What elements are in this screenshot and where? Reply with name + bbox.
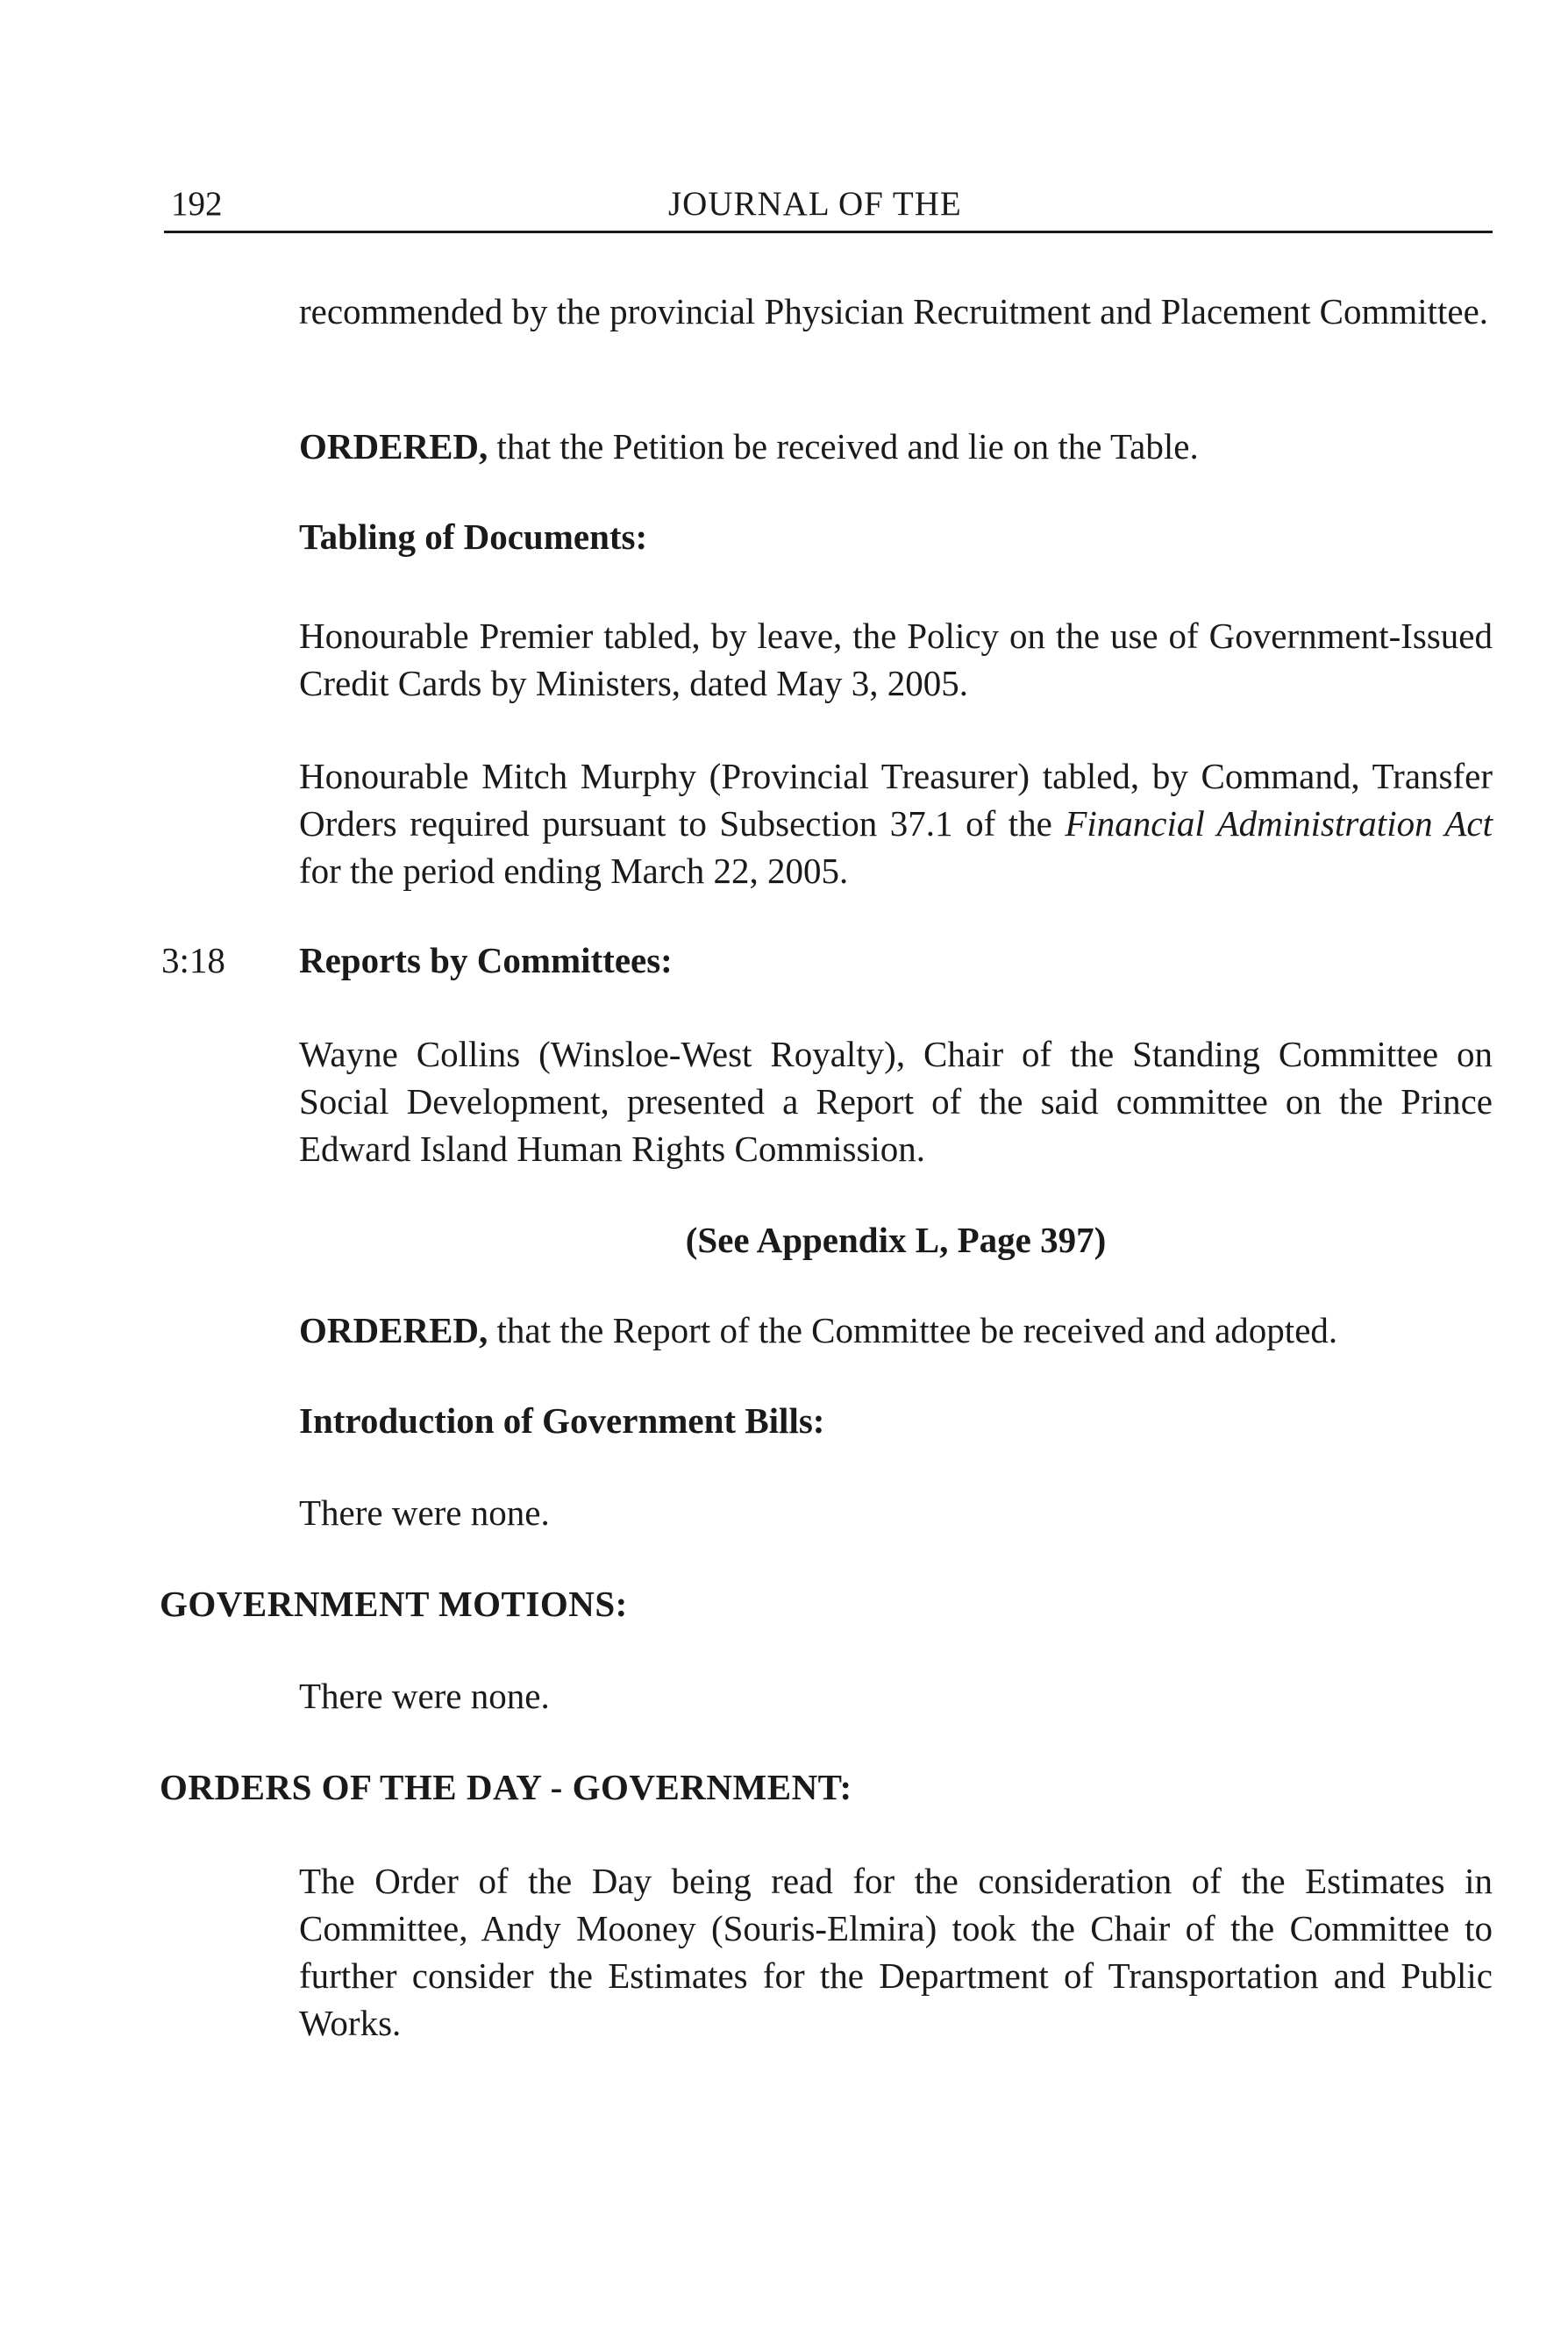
heading-government-motions: GOVERNMENT MOTIONS: [160, 1584, 628, 1624]
paragraph-premier-tabled: Honourable Premier tabled, by leave, the Policy on the use of Government-Issued Credit Cards by Ministers, dated May 3, 2005. [299, 616, 1493, 703]
running-head: JOURNAL OF THE [668, 185, 962, 223]
ordered-report [299, 1307, 1493, 1354]
heading-reports-committees: Reports by Committees: [299, 940, 673, 980]
appendix-reference: (See Appendix L, Page 397) [685, 1220, 1107, 1260]
paragraph-murphy-tabled [299, 752, 1493, 894]
ordered-label: ORDERED, [299, 426, 488, 466]
paragraph-collins-report: Wayne Collins (Winsloe-West Royalty), Chair of the Standing Committee on Social Development, presented a Report of the said committee on the Prince Edward Island Human Rights Commission. [299, 1034, 1493, 1169]
heading-orders-of-the-day: ORDERS OF THE DAY - GOVERNMENT: [160, 1767, 852, 1807]
act-title: Financial Administration Act [1065, 803, 1493, 844]
none-bills: There were none. [299, 1492, 550, 1533]
paragraph-physician: recommended by the provincial Physician Recruitment and Placement Committee. [299, 291, 1489, 331]
ordered-petition-text: that the Petition be received and lie on the Table. [496, 426, 1199, 466]
ordered-label: ORDERED, [299, 1310, 488, 1350]
ordered-report-text: that the Report of the Committee be received and adopted. [496, 1310, 1338, 1350]
ordered-petition [299, 423, 1493, 470]
none-motions: There were none. [299, 1676, 550, 1716]
murphy-text-a: Honourable Mitch Murphy (Provincial Treasurer) tabled, by Command, Transfer Orders required pursuant to Subsection 37.1 of the [299, 756, 1493, 844]
page-header [164, 180, 1493, 233]
paragraph-estimates: The Order of the Day being read for the consideration of the Estimates in Committee, Andy Mooney (Souris-Elmira) took the Chair of the Committee to further consider the Estimates for the Department of Transportation and Public Works. [299, 1861, 1493, 2043]
section-number: 3:18 [161, 940, 225, 980]
heading-government-bills: Introduction of Government Bills: [299, 1400, 825, 1441]
heading-tabling-documents: Tabling of Documents: [299, 516, 648, 557]
page-number: 192 [171, 185, 223, 223]
murphy-text-b: for the period ending March 22, 2005. [299, 851, 849, 891]
